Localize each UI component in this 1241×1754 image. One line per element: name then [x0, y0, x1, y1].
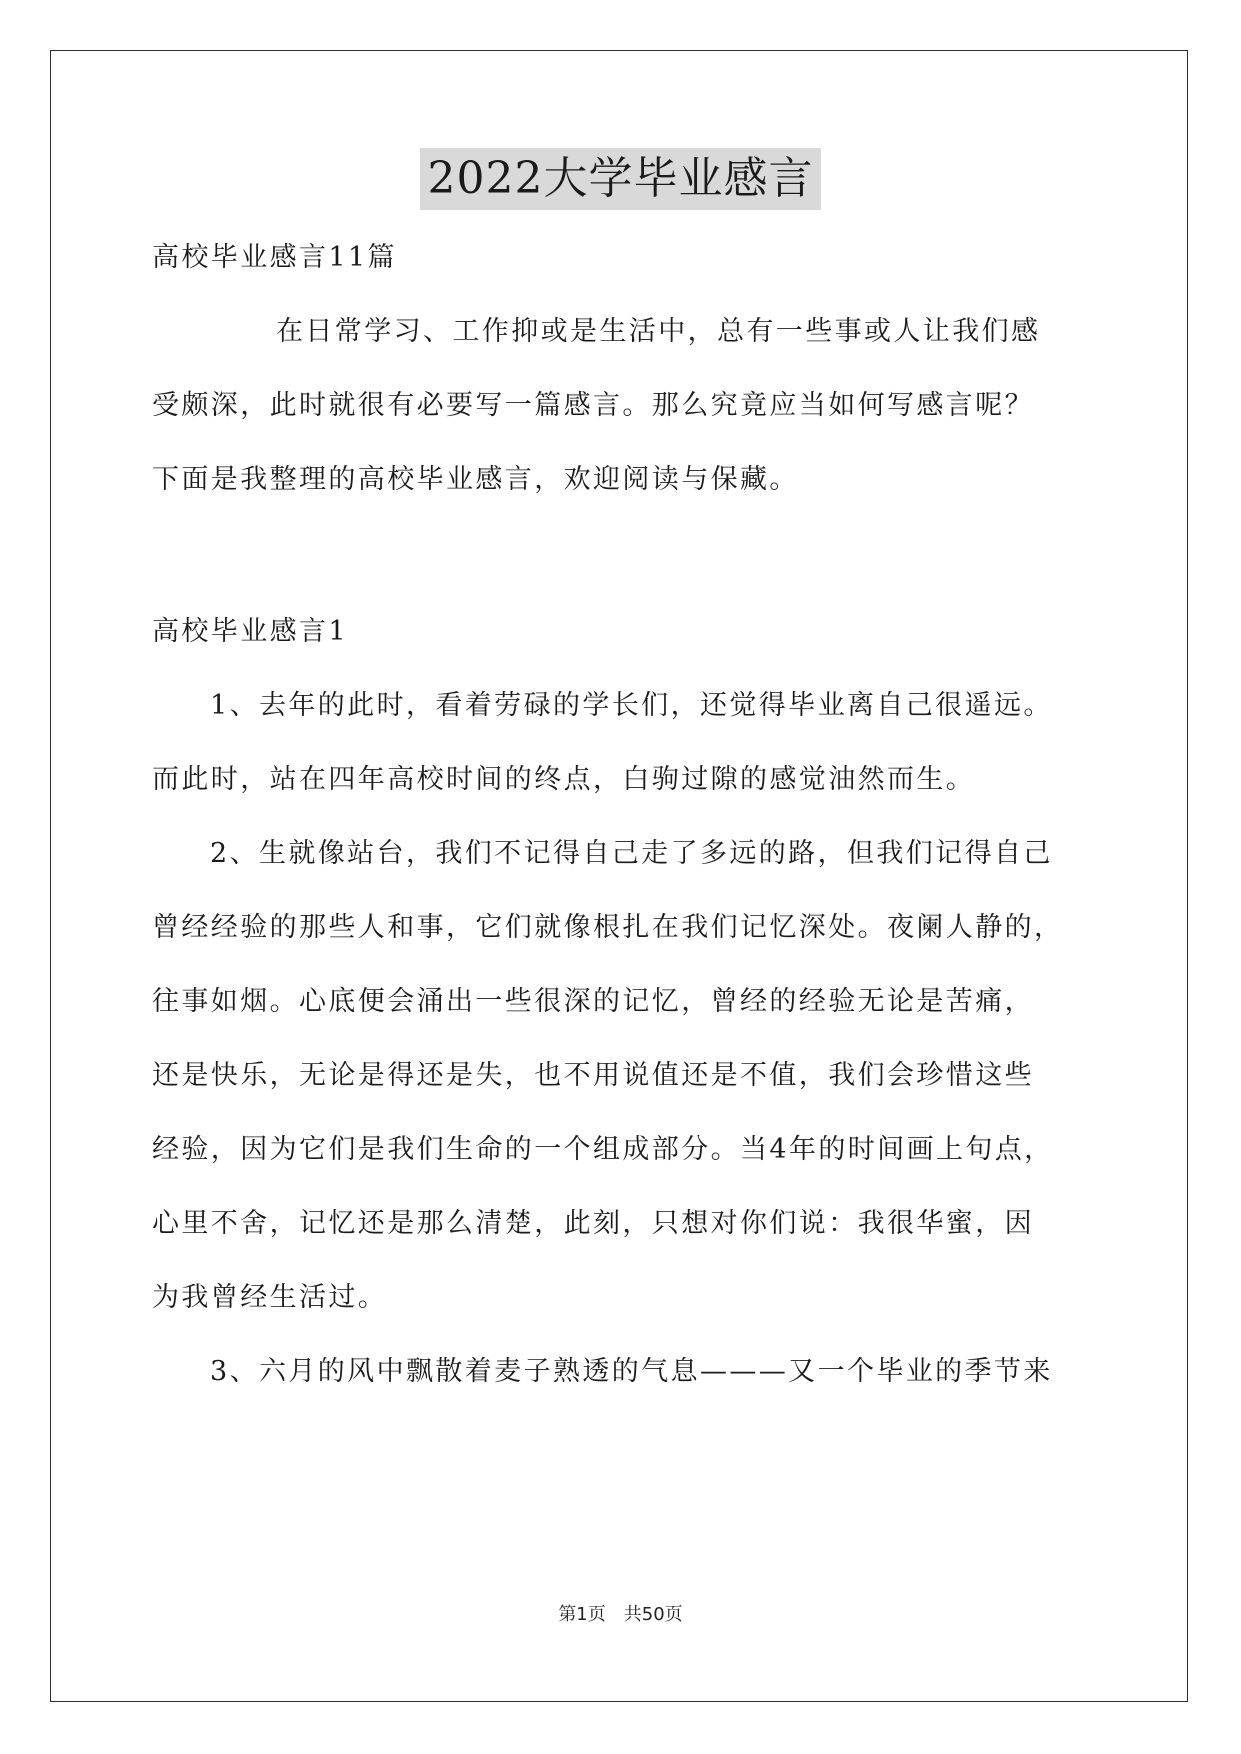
page-number-current: 第1页	[558, 1604, 606, 1625]
body-line-4: 曾经经验的那些人和事，它们就像根扎在我们记忆深处。夜阑人静的，	[152, 912, 1064, 943]
body-line-6: 还是快乐，无论是得还是失，也不用说值还是不值，我们会珍惜这些	[152, 1060, 1034, 1091]
page-footer	[0, 1600, 1241, 1626]
body-line-5: 往事如烟。心底便会涌出一些很深的记忆，曾经的经验无论是苦痛，	[152, 986, 1034, 1017]
body-line-2: 而此时，站在四年高校时间的终点，白驹过隙的感觉油然而生。	[152, 764, 976, 795]
page-border	[50, 50, 1188, 1702]
intro-line-3: 下面是我整理的高校毕业感言，欢迎阅读与保藏。	[152, 464, 799, 495]
body-line-8: 心里不舍，记忆还是那么清楚，此刻，只想对你们说：我很华蜜，因	[152, 1208, 1034, 1239]
section-heading: 高校毕业感言1	[152, 616, 348, 647]
intro-line-2: 受颇深，此时就很有必要写一篇感言。那么究竟应当如何写感言呢？	[152, 390, 1034, 421]
body-line-9: 为我曾经生活过。	[152, 1282, 388, 1313]
body-line-1: 1、去年的此时，看着劳碌的学长们，还觉得毕业离自己很遥远。	[210, 690, 1053, 721]
body-line-7: 经验，因为它们是我们生命的一个组成部分。当4年的时间画上句点，	[152, 1134, 1054, 1165]
page-number-total: 共50页	[623, 1604, 683, 1625]
intro-line-1: 在日常学习、工作抑或是生活中，总有一些事或人让我们感	[276, 316, 1041, 347]
document-subtitle: 高校毕业感言11篇	[152, 242, 397, 273]
body-line-3: 2、生就像站台，我们不记得自己走了多远的路，但我们记得自己	[210, 838, 1053, 869]
body-line-10: 3、六月的风中飘散着麦子熟透的气息———又一个毕业的季节来	[210, 1356, 1053, 1387]
document-title-text: 2022大学毕业感言	[420, 148, 822, 210]
document-title	[0, 148, 1241, 210]
